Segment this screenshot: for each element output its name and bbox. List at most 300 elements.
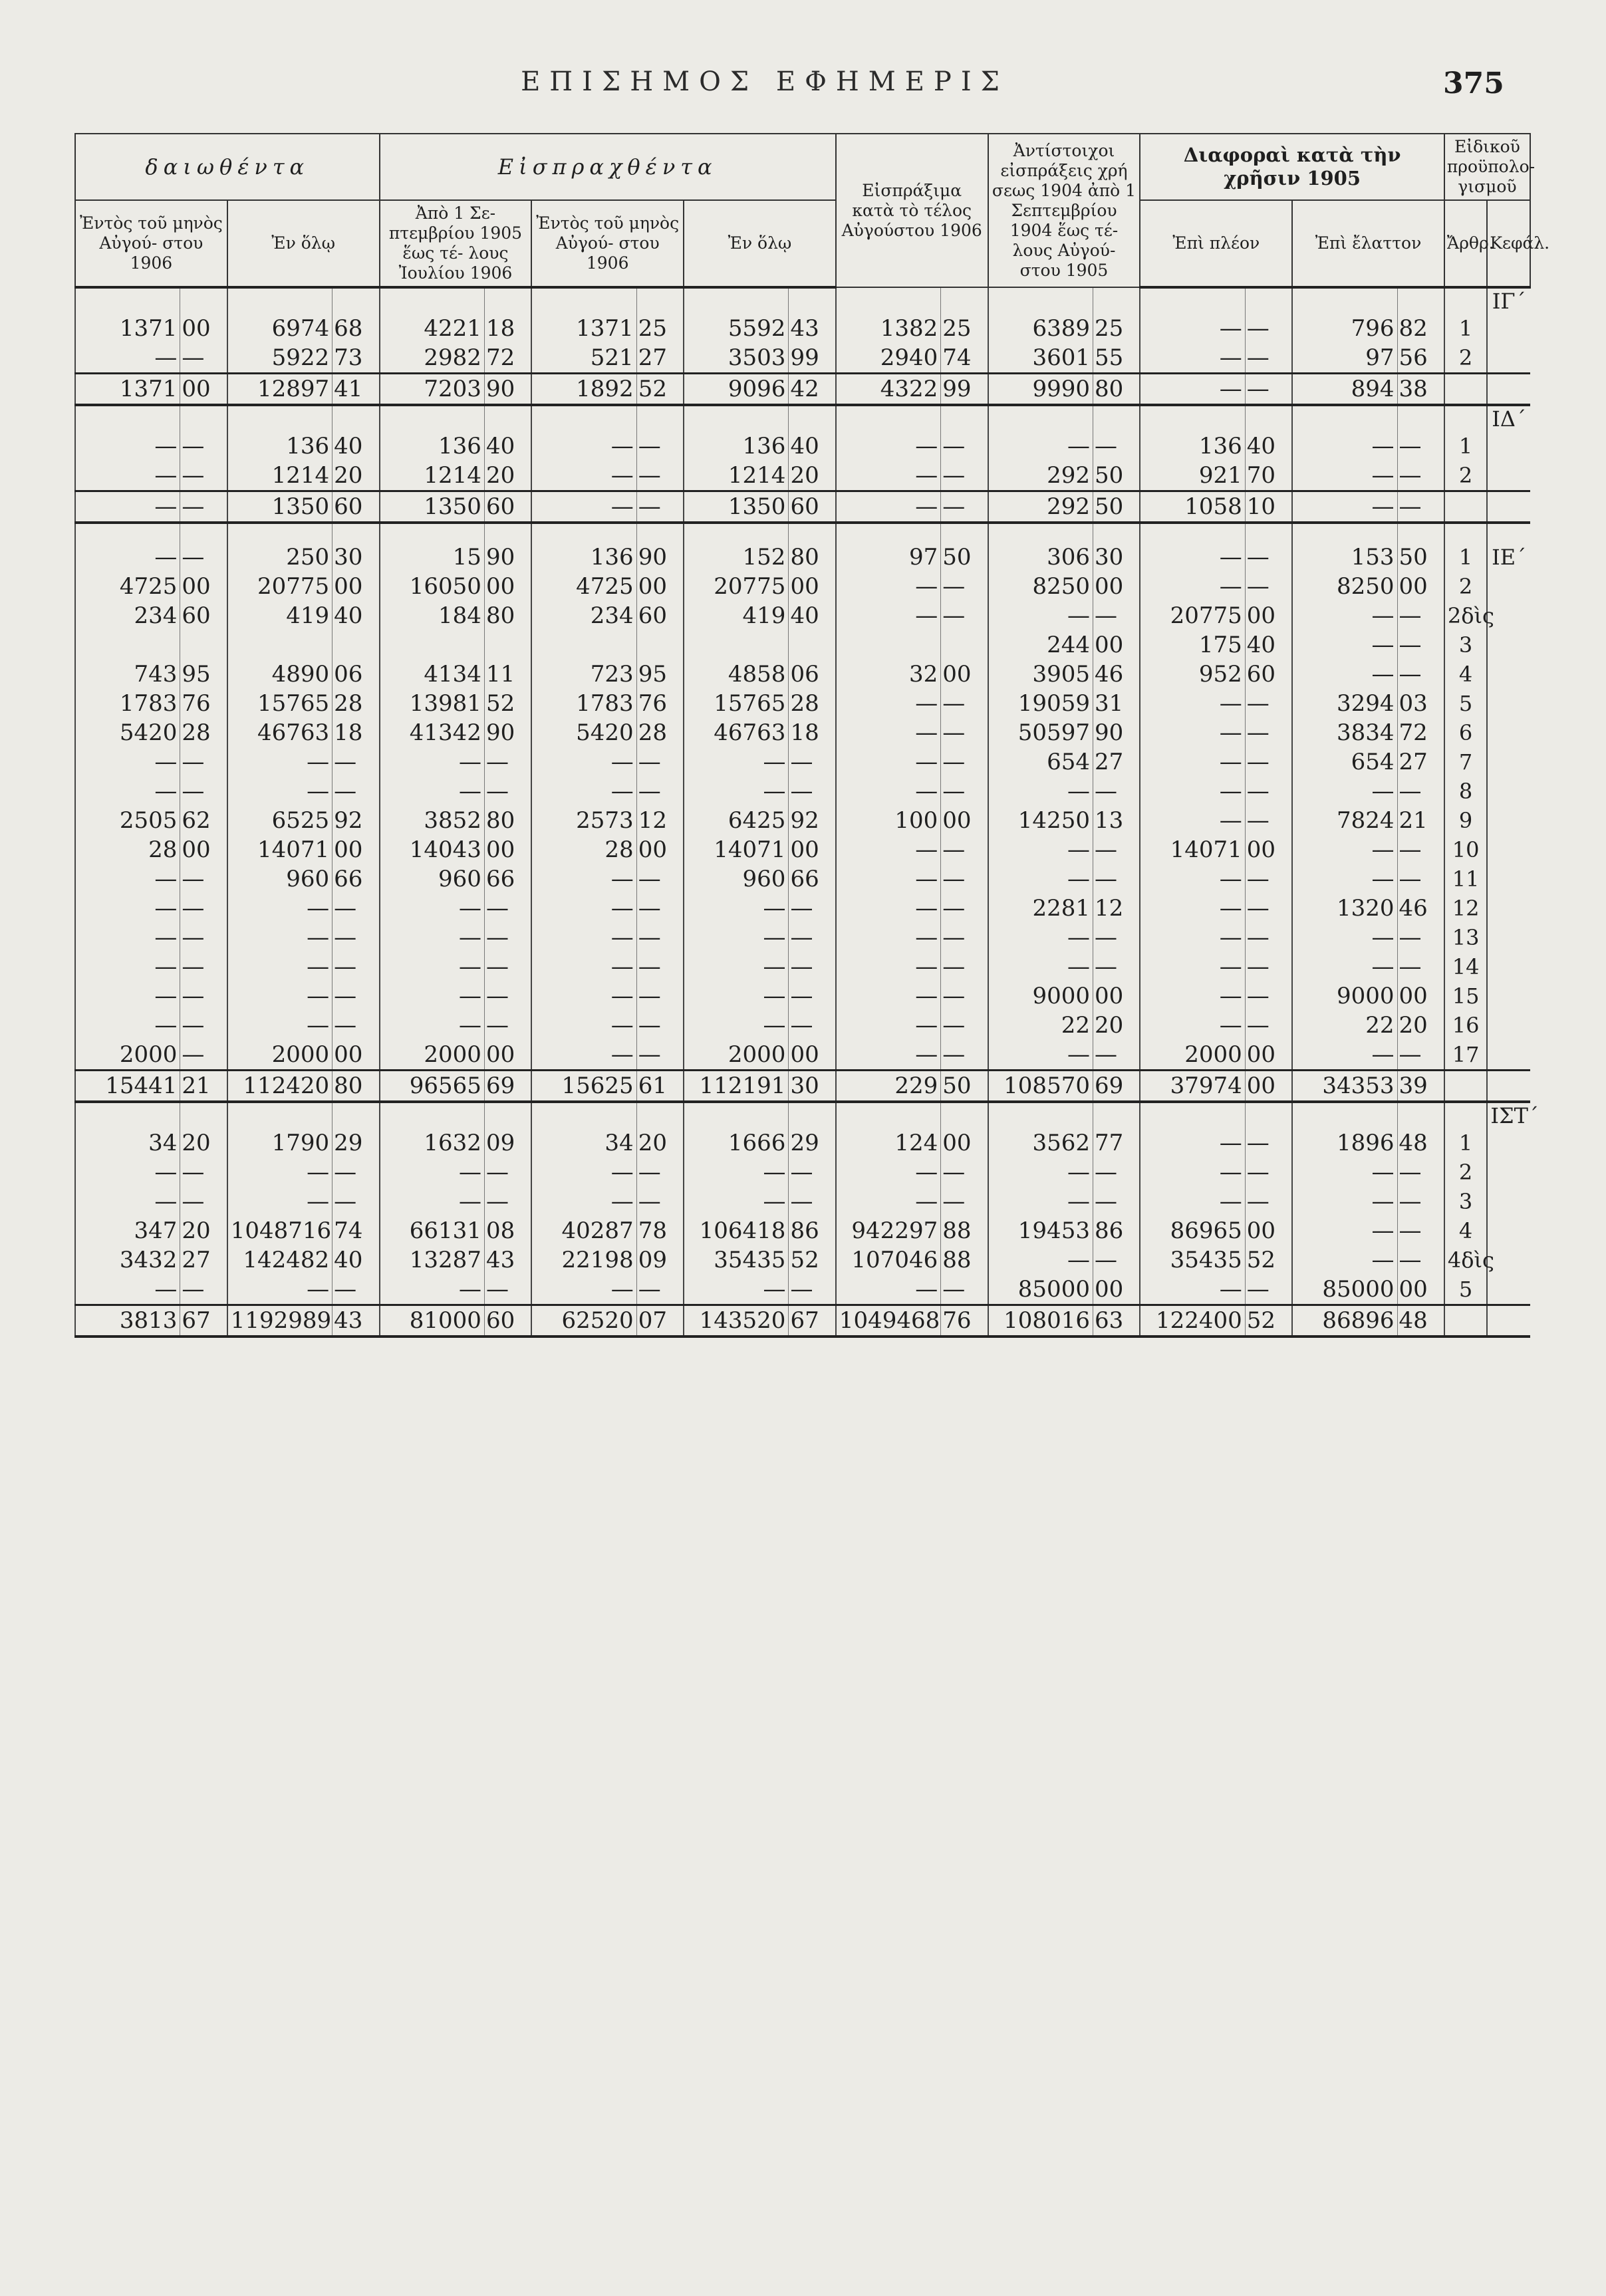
cell-article xyxy=(1444,374,1487,406)
cell-fraction: — xyxy=(180,1187,227,1216)
cell-fraction: 31 xyxy=(1093,689,1140,718)
table-row xyxy=(75,314,1530,343)
cell-chapter xyxy=(1487,1158,1530,1187)
cell-value: — xyxy=(836,777,941,806)
cell-fraction: 00 xyxy=(1245,1040,1292,1071)
cell-value: 136 xyxy=(531,543,636,572)
cell-fraction: 99 xyxy=(789,343,836,374)
header-special-budget: Εἰδικοῦ προϋπολο- γισμοῦ xyxy=(1444,134,1530,200)
cell-fraction xyxy=(1397,523,1444,543)
cell-fraction: 66 xyxy=(789,864,836,894)
cell-value: — xyxy=(75,952,180,981)
cell-value: — xyxy=(75,747,180,777)
cell-article: 2 xyxy=(1444,572,1487,601)
cell-value xyxy=(75,287,180,314)
cell-value xyxy=(75,523,180,543)
cell-value xyxy=(75,405,180,432)
cell-fraction: — xyxy=(1245,1275,1292,1305)
cell-value: 5420 xyxy=(75,718,180,747)
header-band-collected: Εἰσπραχθέντα xyxy=(380,134,836,200)
cell-value: 292 xyxy=(988,461,1093,491)
cell-article: 1 xyxy=(1444,314,1487,343)
cell-value: — xyxy=(531,432,636,461)
cell-fraction: — xyxy=(333,1158,380,1187)
cell-fraction: 43 xyxy=(789,314,836,343)
cell-fraction: — xyxy=(180,543,227,572)
cell-fraction: — xyxy=(180,923,227,952)
cell-value: 175 xyxy=(1140,630,1245,660)
cell-value: — xyxy=(1140,572,1245,601)
cell-fraction: — xyxy=(636,1275,684,1305)
cell-value: 153 xyxy=(1292,543,1397,572)
table-row xyxy=(75,1216,1530,1245)
cell-fraction xyxy=(180,523,227,543)
cell-fraction: 80 xyxy=(789,543,836,572)
cell-fraction xyxy=(636,1102,684,1128)
cell-value: 7824 xyxy=(1292,806,1397,835)
cell-value: 1350 xyxy=(227,491,333,523)
cell-fraction: 90 xyxy=(484,543,531,572)
cell-fraction xyxy=(636,287,684,314)
cell-fraction xyxy=(789,630,836,660)
cell-fraction: 25 xyxy=(941,314,988,343)
cell-value: — xyxy=(836,747,941,777)
cell-value: 2000 xyxy=(75,1040,180,1071)
cell-fraction xyxy=(333,630,380,660)
cell-chapter xyxy=(1487,1187,1530,1216)
cell-value: — xyxy=(531,981,636,1011)
cell-value: — xyxy=(531,1187,636,1216)
cell-fraction xyxy=(1397,405,1444,432)
cell-fraction: — xyxy=(941,689,988,718)
cell-fraction: 74 xyxy=(333,1216,380,1245)
cell-article: 4 xyxy=(1444,660,1487,689)
cell-article xyxy=(1444,287,1487,314)
cell-value xyxy=(227,405,333,432)
cell-fraction: 40 xyxy=(789,601,836,630)
cell-fraction: 40 xyxy=(789,432,836,461)
cell-value: — xyxy=(836,1187,941,1216)
cell-fraction: — xyxy=(1093,1245,1140,1275)
page-title: ΕΠΙΣΗΜΟΣ ΕΦΗΜΕΡΙΣ xyxy=(521,66,1009,97)
cell-fraction: 46 xyxy=(1397,894,1444,923)
cell-value xyxy=(836,1102,941,1128)
cell-fraction: 52 xyxy=(1245,1245,1292,1275)
cell-chapter xyxy=(1487,630,1530,660)
cell-value: 244 xyxy=(988,630,1093,660)
cell-fraction: 69 xyxy=(484,1071,531,1102)
cell-value xyxy=(1140,287,1245,314)
cell-fraction: 09 xyxy=(636,1245,684,1275)
cell-fraction: 90 xyxy=(1093,718,1140,747)
cell-article: 6 xyxy=(1444,718,1487,747)
cell-value: 1350 xyxy=(380,491,485,523)
cell-value xyxy=(1292,287,1397,314)
cell-value: — xyxy=(380,777,485,806)
cell-fraction: 00 xyxy=(1093,981,1140,1011)
cell-fraction xyxy=(180,287,227,314)
cell-fraction: — xyxy=(484,981,531,1011)
cell-value: 66131 xyxy=(380,1216,485,1245)
cell-fraction: — xyxy=(180,952,227,981)
cell-value: — xyxy=(836,432,941,461)
cell-value: — xyxy=(227,1011,333,1040)
cell-value: 4221 xyxy=(380,314,485,343)
cell-value: 234 xyxy=(531,601,636,630)
cell-value: 654 xyxy=(988,747,1093,777)
cell-value: — xyxy=(1140,894,1245,923)
cell-fraction: 50 xyxy=(941,543,988,572)
cell-value: — xyxy=(227,981,333,1011)
cell-article xyxy=(1444,1305,1487,1337)
cell-fraction: — xyxy=(1397,1187,1444,1216)
cell-value: — xyxy=(1292,1216,1397,1245)
cell-fraction: 00 xyxy=(1093,630,1140,660)
cell-value: 5592 xyxy=(684,314,789,343)
cell-value xyxy=(836,405,941,432)
cell-value: — xyxy=(988,1245,1093,1275)
cell-value: — xyxy=(1140,777,1245,806)
total-row xyxy=(75,374,1530,406)
cell-fraction: — xyxy=(941,572,988,601)
cell-value: — xyxy=(1292,660,1397,689)
cell-value xyxy=(684,405,789,432)
cell-value: — xyxy=(531,491,636,523)
header-in-total-2: Ἐν ὅλῳ xyxy=(684,200,836,287)
cell-fraction xyxy=(180,405,227,432)
cell-value: — xyxy=(75,543,180,572)
cell-value: 347 xyxy=(75,1216,180,1245)
cell-chapter: ΙΣΤ΄ xyxy=(1487,1102,1530,1128)
cell-value: — xyxy=(227,777,333,806)
cell-fraction: — xyxy=(180,777,227,806)
cell-value: — xyxy=(836,1275,941,1305)
cell-fraction xyxy=(941,405,988,432)
cell-value: — xyxy=(836,601,941,630)
cell-fraction: — xyxy=(333,747,380,777)
spacer-row xyxy=(75,523,1530,543)
cell-chapter xyxy=(1487,1305,1530,1337)
cell-fraction: — xyxy=(1397,835,1444,864)
header-chapter: Κεφάλ. xyxy=(1487,200,1530,287)
cell-value: 952 xyxy=(1140,660,1245,689)
cell-fraction: 72 xyxy=(484,343,531,374)
cell-value: 46763 xyxy=(227,718,333,747)
table-row xyxy=(75,432,1530,461)
cell-fraction: 00 xyxy=(1093,572,1140,601)
table-row xyxy=(75,1158,1530,1187)
cell-chapter xyxy=(1487,747,1530,777)
cell-fraction: — xyxy=(484,1187,531,1216)
cell-value: 1896 xyxy=(1292,1128,1397,1158)
cell-value: 3905 xyxy=(988,660,1093,689)
cell-value: 142482 xyxy=(227,1245,333,1275)
cell-fraction: 66 xyxy=(333,864,380,894)
cell-article xyxy=(1444,405,1487,432)
cell-value: — xyxy=(1292,601,1397,630)
cell-fraction: — xyxy=(484,923,531,952)
cell-value: 723 xyxy=(531,660,636,689)
cell-fraction xyxy=(1093,1102,1140,1128)
header-in-total: Ἐν ὅλῳ xyxy=(227,200,380,287)
cell-article: 4δὶς xyxy=(1444,1245,1487,1275)
cell-value: — xyxy=(75,1187,180,1216)
cell-value: 85000 xyxy=(1292,1275,1397,1305)
cell-value: — xyxy=(227,1275,333,1305)
cell-value: — xyxy=(380,1275,485,1305)
cell-value: 1320 xyxy=(1292,894,1397,923)
cell-value: 15765 xyxy=(684,689,789,718)
cell-value: 3834 xyxy=(1292,718,1397,747)
cell-fraction: — xyxy=(1245,777,1292,806)
cell-value: — xyxy=(227,747,333,777)
cell-value: — xyxy=(836,1040,941,1071)
cell-fraction: 20 xyxy=(180,1128,227,1158)
cell-chapter xyxy=(1487,1128,1530,1158)
cell-fraction: 00 xyxy=(636,572,684,601)
cell-fraction: — xyxy=(1397,1040,1444,1071)
cell-fraction: — xyxy=(333,1011,380,1040)
cell-chapter xyxy=(1487,1040,1530,1071)
cell-fraction: 77 xyxy=(1093,1128,1140,1158)
cell-fraction xyxy=(484,630,531,660)
cell-value: — xyxy=(531,1040,636,1071)
cell-fraction: — xyxy=(333,777,380,806)
cell-value: — xyxy=(227,1158,333,1187)
cell-value: — xyxy=(531,1275,636,1305)
cell-fraction: 40 xyxy=(333,1245,380,1275)
spacer-row xyxy=(75,405,1530,432)
cell-fraction: 00 xyxy=(180,835,227,864)
cell-fraction: 20 xyxy=(333,461,380,491)
cell-value: 85000 xyxy=(988,1275,1093,1305)
cell-fraction: — xyxy=(789,1011,836,1040)
cell-fraction: — xyxy=(1397,461,1444,491)
cell-fraction: 50 xyxy=(1093,461,1140,491)
cell-fraction: 88 xyxy=(941,1216,988,1245)
cell-article: 14 xyxy=(1444,952,1487,981)
cell-value: — xyxy=(1140,1011,1245,1040)
table-row xyxy=(75,1040,1530,1071)
cell-fraction: — xyxy=(180,981,227,1011)
cell-value: 97 xyxy=(1292,343,1397,374)
cell-fraction: 12 xyxy=(1093,894,1140,923)
cell-value: 20775 xyxy=(1140,601,1245,630)
cell-value: — xyxy=(75,343,180,374)
cell-fraction: — xyxy=(636,864,684,894)
cell-fraction: — xyxy=(180,1040,227,1071)
cell-fraction: — xyxy=(636,491,684,523)
cell-value: — xyxy=(1292,461,1397,491)
cell-value: — xyxy=(380,1011,485,1040)
cell-chapter xyxy=(1487,923,1530,952)
cell-fraction: 86 xyxy=(789,1216,836,1245)
cell-fraction: 07 xyxy=(636,1305,684,1337)
cell-value: — xyxy=(531,894,636,923)
cell-fraction: 03 xyxy=(1397,689,1444,718)
cell-fraction: 00 xyxy=(180,572,227,601)
cell-value: — xyxy=(75,864,180,894)
cell-fraction: 40 xyxy=(1245,630,1292,660)
cell-fraction: — xyxy=(1397,777,1444,806)
cell-value: 14071 xyxy=(1140,835,1245,864)
cell-value: — xyxy=(1292,1040,1397,1071)
spacer-row xyxy=(75,1102,1530,1128)
cell-value xyxy=(1292,405,1397,432)
cell-chapter xyxy=(1487,1275,1530,1305)
cell-fraction: — xyxy=(941,1011,988,1040)
total-row xyxy=(75,1305,1530,1337)
cell-article: 9 xyxy=(1444,806,1487,835)
cell-value: — xyxy=(1292,923,1397,952)
cell-value: 2505 xyxy=(75,806,180,835)
cell-article xyxy=(1444,1102,1487,1128)
cell-chapter: ΙΕ΄ xyxy=(1487,543,1530,572)
cell-fraction xyxy=(484,523,531,543)
cell-value xyxy=(380,287,485,314)
cell-value: 112191 xyxy=(684,1071,789,1102)
cell-fraction: 52 xyxy=(789,1245,836,1275)
cell-value: — xyxy=(227,952,333,981)
page-number: 375 xyxy=(1443,66,1504,100)
cell-value: 136 xyxy=(684,432,789,461)
cell-fraction: 62 xyxy=(180,806,227,835)
cell-value xyxy=(380,405,485,432)
cell-fraction: — xyxy=(941,747,988,777)
cell-value xyxy=(684,287,789,314)
cell-fraction: — xyxy=(1093,432,1140,461)
cell-value: 9000 xyxy=(988,981,1093,1011)
cell-fraction xyxy=(484,405,531,432)
cell-fraction: 95 xyxy=(636,660,684,689)
cell-value: — xyxy=(531,747,636,777)
cell-value: 19453 xyxy=(988,1216,1093,1245)
cell-fraction xyxy=(789,405,836,432)
cell-value: 3813 xyxy=(75,1305,180,1337)
cell-chapter xyxy=(1487,894,1530,923)
cell-fraction: 90 xyxy=(484,374,531,406)
cell-fraction: — xyxy=(1093,864,1140,894)
cell-fraction: — xyxy=(789,1275,836,1305)
table-row xyxy=(75,747,1530,777)
cell-fraction: 40 xyxy=(1245,432,1292,461)
cell-value: — xyxy=(531,1011,636,1040)
cell-fraction: 06 xyxy=(333,660,380,689)
cell-chapter xyxy=(1487,952,1530,981)
cell-fraction xyxy=(636,523,684,543)
table-row xyxy=(75,981,1530,1011)
cell-value: — xyxy=(684,1275,789,1305)
cell-fraction: 80 xyxy=(1093,374,1140,406)
cell-value: — xyxy=(836,1011,941,1040)
cell-value: 8250 xyxy=(1292,572,1397,601)
cell-fraction: 12 xyxy=(636,806,684,835)
cell-fraction: 88 xyxy=(941,1245,988,1275)
cell-fraction: 00 xyxy=(1245,1216,1292,1245)
header-article: Ἄρθρ. xyxy=(1444,200,1487,287)
table-row xyxy=(75,601,1530,630)
cell-fraction: 73 xyxy=(333,343,380,374)
cell-value: — xyxy=(1292,777,1397,806)
cell-value: — xyxy=(1140,1275,1245,1305)
cell-value: 921 xyxy=(1140,461,1245,491)
cell-value: — xyxy=(1292,1158,1397,1187)
cell-chapter xyxy=(1487,1011,1530,1040)
cell-fraction xyxy=(941,1102,988,1128)
ledger-body xyxy=(75,287,1539,1337)
cell-fraction: — xyxy=(484,747,531,777)
cell-fraction: — xyxy=(1093,923,1140,952)
table-row xyxy=(75,543,1530,572)
cell-fraction xyxy=(1397,287,1444,314)
cell-fraction: — xyxy=(789,981,836,1011)
cell-chapter xyxy=(1487,1216,1530,1245)
cell-article: 8 xyxy=(1444,777,1487,806)
cell-value: 15765 xyxy=(227,689,333,718)
cell-value: 1058 xyxy=(1140,491,1245,523)
cell-fraction: 30 xyxy=(1093,543,1140,572)
cell-fraction xyxy=(941,287,988,314)
table-row xyxy=(75,343,1530,374)
cell-fraction: 60 xyxy=(484,491,531,523)
cell-fraction: 11 xyxy=(484,660,531,689)
cell-fraction: — xyxy=(636,777,684,806)
cell-value: 124 xyxy=(836,1128,941,1158)
cell-value: — xyxy=(531,864,636,894)
cell-value: — xyxy=(1140,343,1245,374)
table-row xyxy=(75,894,1530,923)
cell-fraction: 99 xyxy=(941,374,988,406)
cell-value: 1371 xyxy=(75,314,180,343)
cell-value xyxy=(227,1102,333,1128)
cell-value: — xyxy=(836,491,941,523)
cell-fraction xyxy=(1093,523,1140,543)
cell-fraction: 29 xyxy=(333,1128,380,1158)
cell-fraction: — xyxy=(941,1275,988,1305)
cell-fraction: — xyxy=(1245,952,1292,981)
total-row xyxy=(75,491,1530,523)
cell-fraction: 76 xyxy=(636,689,684,718)
cell-value: — xyxy=(684,777,789,806)
cell-value: — xyxy=(836,461,941,491)
cell-fraction: — xyxy=(1245,314,1292,343)
cell-value: 521 xyxy=(531,343,636,374)
cell-fraction: — xyxy=(333,894,380,923)
cell-value xyxy=(836,630,941,660)
cell-fraction: 46 xyxy=(1093,660,1140,689)
cell-value: — xyxy=(1140,1128,1245,1158)
cell-fraction: 43 xyxy=(484,1245,531,1275)
header-more: Ἐπὶ πλέον xyxy=(1140,200,1292,287)
cell-fraction: — xyxy=(636,923,684,952)
cell-fraction xyxy=(1245,405,1292,432)
cell-value xyxy=(1292,523,1397,543)
cell-value: 960 xyxy=(380,864,485,894)
cell-fraction: — xyxy=(636,894,684,923)
table-row xyxy=(75,689,1530,718)
cell-value: 4322 xyxy=(836,374,941,406)
cell-fraction xyxy=(180,1102,227,1128)
cell-value: 6389 xyxy=(988,314,1093,343)
cell-value: 942297 xyxy=(836,1216,941,1245)
cell-chapter xyxy=(1487,572,1530,601)
cell-value: 894 xyxy=(1292,374,1397,406)
cell-fraction: 29 xyxy=(789,1128,836,1158)
cell-value: 15 xyxy=(380,543,485,572)
cell-fraction: — xyxy=(1245,864,1292,894)
cell-value: 28 xyxy=(75,835,180,864)
cell-fraction xyxy=(180,630,227,660)
